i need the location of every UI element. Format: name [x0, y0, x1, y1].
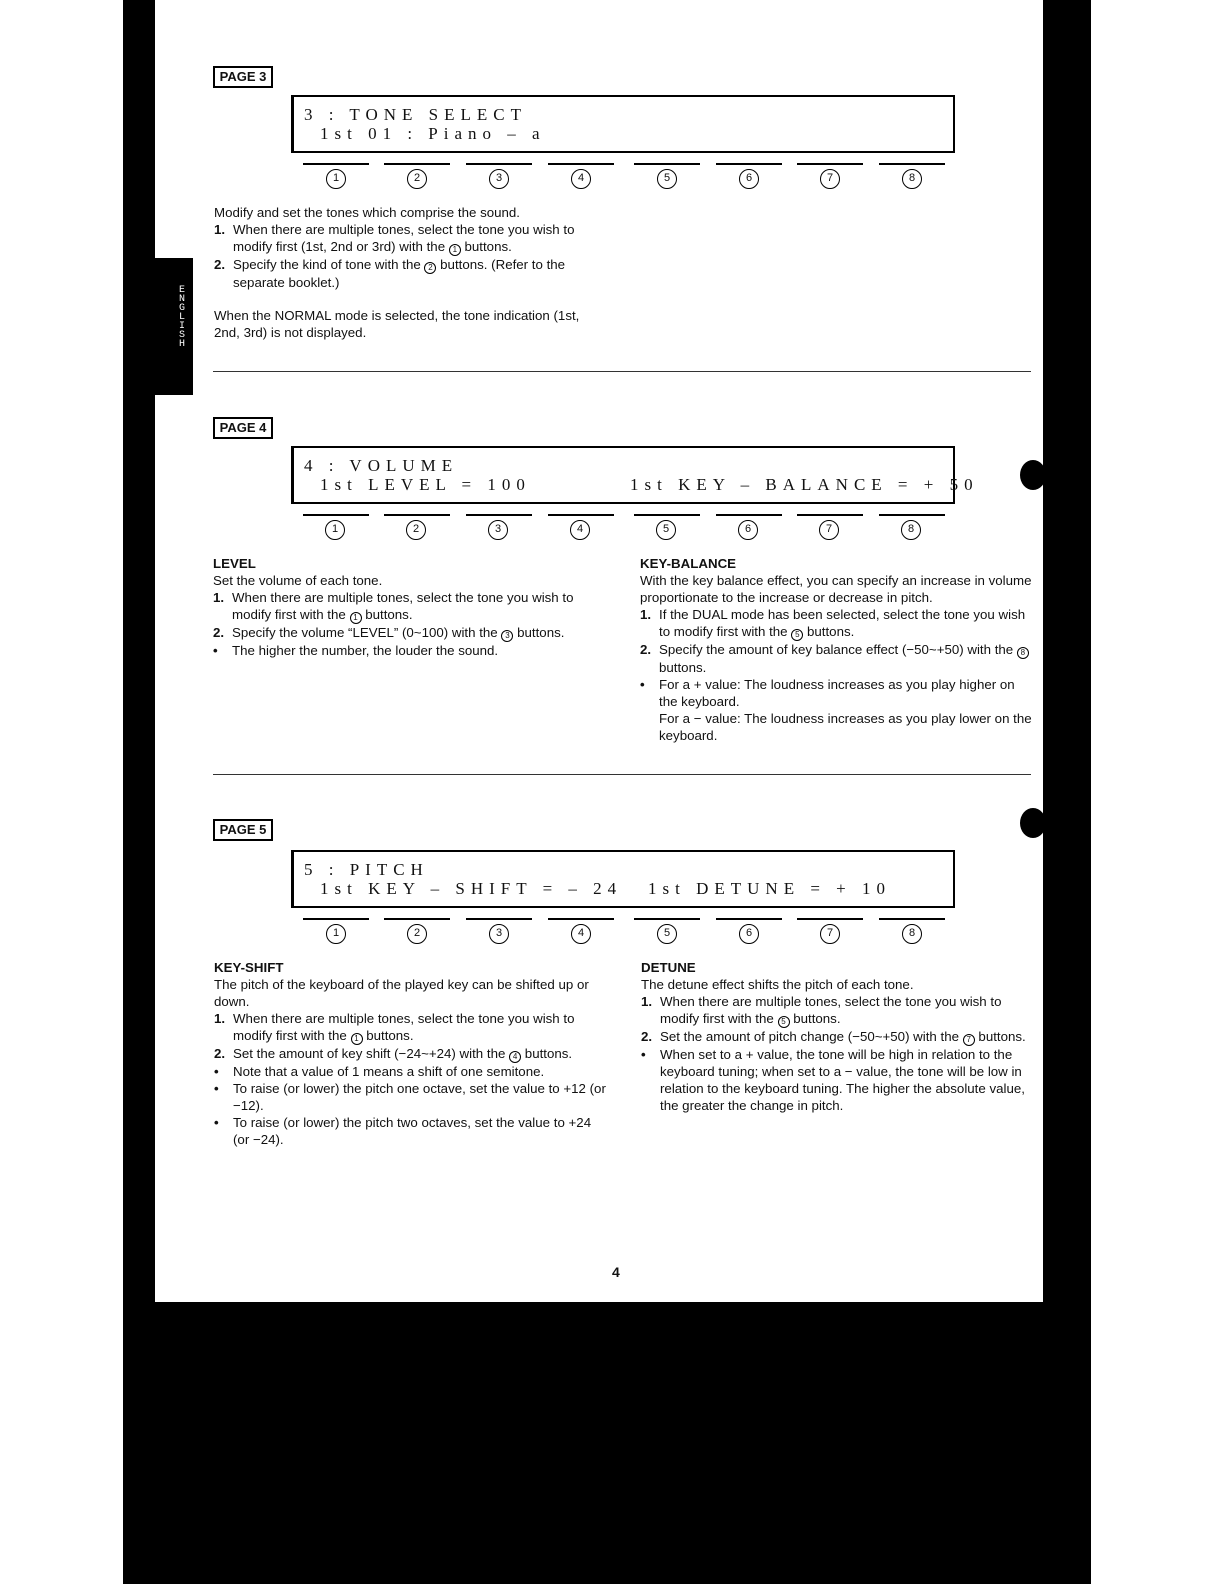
- level-section: [213, 555, 605, 659]
- button-1[interactable]: 1: [325, 520, 345, 540]
- step-item: 2. Specify the amount of key balance effect (−50~+50) with the 8 buttons.: [640, 641, 1032, 676]
- button-8[interactable]: 8: [902, 924, 922, 944]
- button-5[interactable]: 5: [657, 169, 677, 189]
- button-bar: [634, 514, 700, 516]
- button-bar: [384, 514, 450, 516]
- page3-button-row: [300, 163, 950, 193]
- button-8[interactable]: 8: [901, 520, 921, 540]
- intro-text: The detune effect shifts the pitch of each tone.: [641, 977, 914, 992]
- step-item: 1. When there are multiple tones, select the tone you wish to modify first (1st, 2nd or 3rd) with the 1 buttons.: [214, 222, 575, 254]
- button-3[interactable]: 3: [488, 520, 508, 540]
- intro-text: With the key balance effect, you can specify an increase in volume proportionate to the increase or decrease in pitch.: [640, 573, 1032, 605]
- intro-text: Set the volume of each tone.: [213, 573, 383, 588]
- button-bar: [879, 514, 945, 516]
- button-6[interactable]: 6: [739, 924, 759, 944]
- button-7[interactable]: 7: [820, 924, 840, 944]
- button-bar: [548, 514, 614, 516]
- bullet-icon: •: [213, 643, 218, 658]
- button-bar: [548, 163, 614, 165]
- note-text: When the NORMAL mode is selected, the tone indication (1st, 2nd, 3rd) is not displayed.: [214, 308, 580, 340]
- button-2[interactable]: 2: [407, 924, 427, 944]
- button-bar: [716, 918, 782, 920]
- step-item: 2. Specify the kind of tone with the 2 buttons. (Refer to the separate booklet.): [214, 257, 566, 290]
- button-bar: [303, 163, 369, 165]
- bullet-item: • When set to a + value, the tone will be high in relation to the keyboard tuning; when set to a − value, the tone will be low in relation to the keyboard tuning. The higher the absolute value, the greater the change in pitch.: [641, 1047, 1025, 1113]
- button-bar: [879, 163, 945, 165]
- key-shift-heading: KEY-SHIFT: [214, 960, 284, 975]
- button-bar: [384, 918, 450, 920]
- button-bar: [548, 918, 614, 920]
- button-ref-icon: 1: [449, 244, 461, 256]
- button-bar: [797, 918, 863, 920]
- button-bar: [879, 918, 945, 920]
- button-bar: [303, 514, 369, 516]
- button-4[interactable]: 4: [570, 520, 590, 540]
- section-divider: [213, 774, 1031, 775]
- button-ref-icon: 1: [351, 1033, 363, 1045]
- button-ref-icon: 4: [509, 1051, 521, 1063]
- page3-lcd-display: [291, 95, 955, 153]
- bullet-item: • The higher the number, the louder the sound.: [213, 643, 499, 658]
- button-bar: [384, 163, 450, 165]
- button-3[interactable]: 3: [489, 924, 509, 944]
- key-balance-heading: KEY-BALANCE: [640, 556, 737, 571]
- intro-text: The pitch of the keyboard of the played key can be shifted up or down.: [214, 977, 589, 1009]
- button-6[interactable]: 6: [738, 520, 758, 540]
- button-ref-icon: 1: [350, 612, 362, 624]
- bullet-item: • To raise (or lower) the pitch one octave, set the value to +12 (or −12).: [214, 1081, 606, 1113]
- page4-lcd-display: [291, 446, 979, 504]
- button-bar: [716, 514, 782, 516]
- button-7[interactable]: 7: [819, 520, 839, 540]
- step-item: 1. When there are multiple tones, select the tone you wish to modify first with the 1 buttons.: [214, 1011, 575, 1043]
- binder-hole-mark: [1020, 460, 1046, 490]
- bullet-icon: •: [640, 677, 645, 692]
- step-item: 2. Set the amount of pitch change (−50~+50) with the 7 buttons.: [641, 1029, 1026, 1044]
- button-bar: [466, 918, 532, 920]
- step-item: 2. Set the amount of key shift (−24~+24) with the 4 buttons.: [214, 1046, 573, 1061]
- scan-border-bottom: [123, 1302, 1091, 1584]
- bullet-item: • Note that a value of 1 means a shift of one semitone.: [214, 1064, 545, 1079]
- button-bar: [716, 163, 782, 165]
- step-item: 1. When there are multiple tones, select the tone you wish to modify first with the 5 buttons.: [641, 994, 1002, 1026]
- button-bar: [634, 163, 700, 165]
- button-7[interactable]: 7: [820, 169, 840, 189]
- button-1[interactable]: 1: [326, 169, 346, 189]
- lcd-line-2-right: 1st KEY – BALANCE = + 50: [630, 475, 979, 494]
- lcd-line-2: 1st LEVEL = 100: [320, 475, 531, 494]
- button-5[interactable]: 5: [656, 520, 676, 540]
- detune-heading: DETUNE: [641, 960, 696, 975]
- page5-lcd-display: [291, 850, 955, 908]
- button-ref-icon: 2: [424, 262, 436, 274]
- button-ref-icon: 5: [778, 1016, 790, 1028]
- lcd-line-2-right: 1st DETUNE = + 10: [648, 879, 891, 898]
- button-6[interactable]: 6: [739, 169, 759, 189]
- bullet-item: • To raise (or lower) the pitch two octaves, set the value to +24 (or −24).: [214, 1115, 592, 1147]
- page3-text: [214, 204, 606, 341]
- key-balance-section: [640, 555, 1032, 744]
- page3-label: PAGE 3: [213, 66, 273, 88]
- button-bar: [797, 163, 863, 165]
- page5-button-row: [300, 918, 950, 948]
- binder-hole-mark: [1020, 808, 1046, 838]
- lcd-line-1: 5 : PITCH: [304, 860, 429, 879]
- detune-section: [641, 959, 1032, 1114]
- lcd-line-1: 3 : TONE SELECT: [304, 105, 528, 124]
- section-divider: [213, 371, 1031, 372]
- button-bar: [634, 918, 700, 920]
- bullet-icon: •: [214, 1081, 219, 1096]
- page5-label: PAGE 5: [213, 819, 273, 841]
- step-item: 1. When there are multiple tones, select the tone you wish to modify first with the 1 buttons.: [213, 590, 574, 622]
- intro-text: Modify and set the tones which comprise the sound.: [214, 205, 520, 220]
- bullet-item: • For a + value: The loudness increases as you play higher on the keyboard. For a − value: The loudness increases as you play lower on the keyboard.: [640, 677, 1032, 743]
- button-ref-icon: 7: [963, 1034, 975, 1046]
- button-3[interactable]: 3: [489, 169, 509, 189]
- button-1[interactable]: 1: [326, 924, 346, 944]
- button-8[interactable]: 8: [902, 169, 922, 189]
- button-ref-icon: 3: [501, 630, 513, 642]
- step-item: 2. Specify the volume “LEVEL” (0~100) with the 3 buttons.: [213, 625, 565, 640]
- button-bar: [466, 514, 532, 516]
- key-shift-section: [214, 959, 606, 1148]
- bullet-icon: •: [214, 1115, 219, 1130]
- page-number: 4: [612, 1264, 620, 1280]
- button-ref-icon: 5: [791, 629, 803, 641]
- language-tab-label: E N G L I S H: [178, 285, 185, 350]
- lcd-line-1: 4 : VOLUME: [304, 456, 459, 475]
- button-4[interactable]: 4: [571, 169, 591, 189]
- bullet-icon: •: [641, 1047, 646, 1062]
- button-2[interactable]: 2: [407, 169, 427, 189]
- lcd-line-2: 1st 01 : Piano – a: [320, 124, 546, 143]
- button-2[interactable]: 2: [406, 520, 426, 540]
- lcd-line-2: 1st KEY – SHIFT = – 24: [320, 879, 623, 898]
- button-4[interactable]: 4: [571, 924, 591, 944]
- button-ref-icon: 8: [1017, 647, 1029, 659]
- page4-label: PAGE 4: [213, 417, 273, 439]
- level-heading: LEVEL: [213, 556, 256, 571]
- bullet-icon: •: [214, 1064, 219, 1079]
- button-bar: [303, 918, 369, 920]
- step-item: 1. If the DUAL mode has been selected, select the tone you wish to modify first with the 5 buttons.: [640, 607, 1026, 639]
- button-5[interactable]: 5: [657, 924, 677, 944]
- page4-button-row: [300, 514, 950, 544]
- button-bar: [466, 163, 532, 165]
- button-bar: [797, 514, 863, 516]
